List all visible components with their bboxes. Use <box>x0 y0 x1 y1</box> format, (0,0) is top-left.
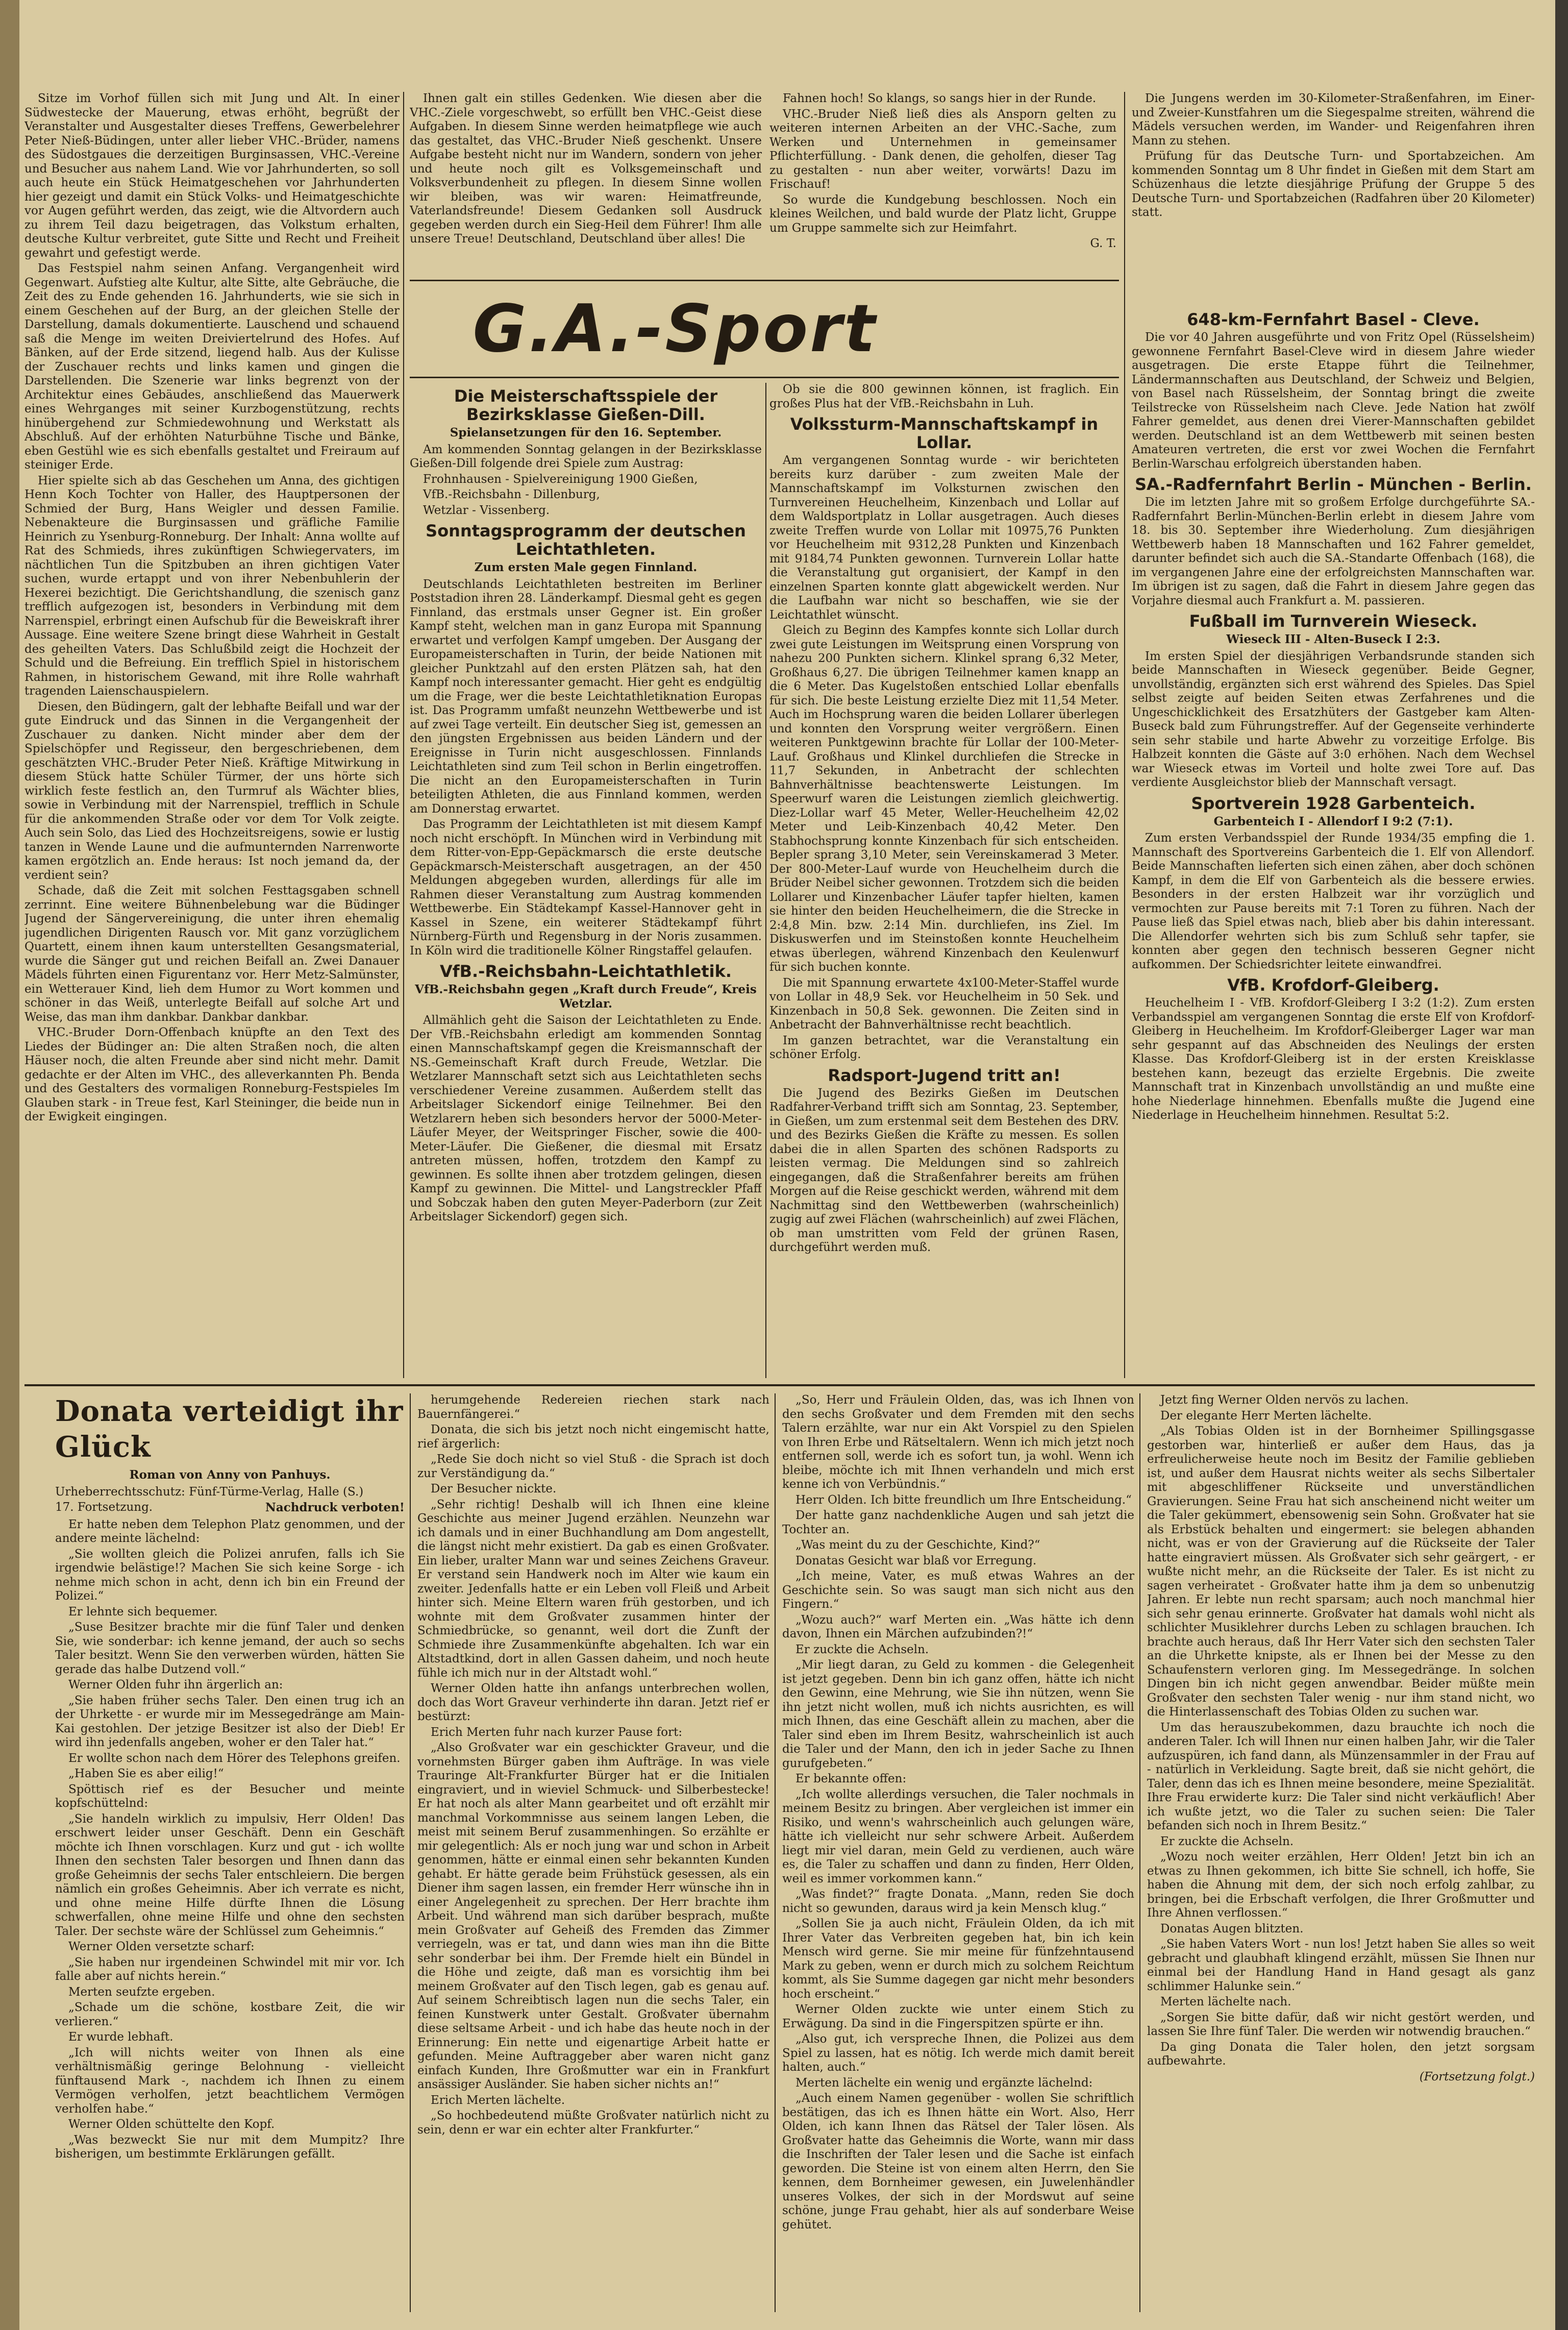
article-paragraph: Im ganzen betrachtet, war die Veranstaltung ein schöner Erfolg. <box>769 1034 1119 1061</box>
novel-paragraph: Er hatte neben dem Telephon Platz genommen, und der andere meinte lächelnd: <box>55 1517 405 1545</box>
novel-paragraph: Werner Olden versetzte scharf: <box>68 1940 255 1953</box>
article-paragraph: Die mit Spannung erwartete 4x100-Meter-Staffel wurde von Lollar in 48,9 Sek. vor Heuchelheim in 50 Sek. und Kinzenbach in 50,8 Sek. gewonnen. Die Zeiten sind in Anbetracht der Bahnverhältnisse recht beachtlich. <box>769 976 1119 1032</box>
column-divider <box>1139 1393 1140 2312</box>
novel-paragraph: „Sorgen Sie bitte dafür, daß wir nicht gestört werden, und lassen Sie Ihre fünf Taler. Die werden wir notwendig brauchen.“ <box>1147 2010 1535 2038</box>
novel-paragraph: Jetzt fing Werner Olden nervös zu lachen. <box>1160 1393 1409 1407</box>
novel-paragraph: Herr Olden. Ich bitte freundlich um Ihre Entscheidung.“ <box>795 1493 1132 1507</box>
article-paragraph: Ob sie die 800 gewinnen können, ist fraglich. Ein großes Plus hat der VfB.-Reichsbahn in Luh. <box>769 383 1119 410</box>
novel-paragraph: Donatas Gesicht war blaß vor Erregung. <box>795 1554 1037 1567</box>
novel-paragraph: „Haben Sie es aber eilig!“ <box>68 1767 224 1780</box>
article-paragraph: So wurde die Kundgebung beschlossen. Noch ein kleines Weilchen, und bald wurde der Platz licht, Gruppe um Gruppe sammelte sich zur Heimfahrt. <box>769 193 1116 235</box>
continuation-note: (Fortsetzung folgt.) <box>1419 2070 1535 2083</box>
section-separator <box>24 1384 1535 1386</box>
novel-paragraph: „Schade um die schöne, kostbare Zeit, die wir verlieren.“ <box>55 2001 405 2028</box>
fixture-line: VfB.-Reichsbahn - Dillenburg, <box>423 488 600 501</box>
copyright-line: Urheberrechtsschutz: Fünf-Türme-Verlag, Halle (S.) <box>55 1485 364 1499</box>
article-paragraph: Die Jugend des Bezirks Gießen im Deutschen Radfahrer-Verband trifft sich am Sonntag, 23. September, in Gießen, um zum erstenmal seit dem Bestehen des DRV. und des Bezirks Gießen die Kräfte zu messen. Es sollen dabei die in allen Sparten des schönen Radsports zu leisten vermag. Die Meldungen sind so zahlreich eingegangen, daß die Straßenfahrer bereits am frühen Morgen auf die Reise geschickt werden, während mit dem Nachmittag sind den Wettbewerben (wahrscheinlich) zugig auf zwei Flächen (wahrscheinlich) auf zwei Flächen, ob man umstritten vom Feld der grünen Rasen, durchgeführt werden muß. <box>769 1086 1119 1254</box>
column-sport-middle <box>769 383 1119 1378</box>
article-paragraph: Das Festspiel nahm seinen Anfang. Vergangenheit wird Gegenwart. Aufstieg alte Kultur, alte Sitte, alte Gebräuche, die Zeit des zu Ende gehenden 16. Jahrhunderts, wie sie sich in einem Geschehen auf der Burg, an der gleichen Stelle der Darstellung, damals dokumentierte. Lauschend und schauend saß die Menge im weiten Dreiviertelrund des Hofes. Auf Bänken, auf der Erde sitzend, liegend halb. Aus der Kulisse der Zuschauer rechts und links kamen und gingen die Darstellenden. Die Szenerie war links begrenzt von der Architektur eines Gebäudes, anschließend das Mauerwerk eines Wehrganges mit seiner Kurzbogenstützung, rechts hinübergehend zur Schmiedewohnung und Werkstatt als Abschluß. Auf der erhöhten Naturbühne Tische und Bänke, eben Gestühl wie es sich ebenfalls gestaltet und Freiraum auf steiniger Erde. <box>24 262 400 472</box>
novel-paragraph: Werner Olden hatte ihn anfangs unterbrechen wollen, doch das Wort Graveur verhinderte ihn daran. Jetzt rief er bestürzt: <box>417 1682 769 1723</box>
reprint-notice: Nachdruck verboten! <box>265 1501 405 1514</box>
column-festival-end <box>410 92 762 271</box>
novel-column-4 <box>1147 1393 1535 2312</box>
novel-paragraph: Der Besucher nickte. <box>431 1482 557 1495</box>
article-paragraph: Zum ersten Verbandsspiel der Runde 1934/35 empfing die 1. Mannschaft des Sportvereins Garbenteich die 1. Elf von Allendorf. Beide Mannschaften lieferten sich einen zähen, aber doch schönen Kampf, in dem die Elf von Garbenteich als die bessere erwies. Besonders in der ersten Halbzeit war ihr vorzüglich und vermochten zur Pause bereits mit 7:1 Toren zu führen. Nach der Pause ließ das Spiel etwas nach, blieb aber bis dahin interessant. Die Allendorfer wehrten sich bis zum Schluß sehr tapfer, sie konnten aber gegen den technisch besseren Gegner nicht aufkommen. Der Schiedsrichter leitete einwandfrei. <box>1132 831 1535 971</box>
novel-paragraph: „Suse Besitzer brachte mir die fünf Taler und denken Sie, wie sonderbar: ich kenne jemand, der auch so sechs Taler besitzt. Wenn Sie den verwerben würden, hätten Sie gerade das halbe Dutzend voll.“ <box>55 1621 405 1676</box>
author-signature: G. T. <box>1090 237 1116 250</box>
article-paragraph: Die vor 40 Jahren ausgeführte und von Fritz Opel (Rüsselsheim) gewonnene Fernfahrt Basel-Cleve wird in diesem Jahre wieder ausgetragen. Die erste Etappe führt die Teilnehmer, Ländermannschaften aus Deutschland, der Schweiz und Belgien, von Basel nach Rüsselsheim, der Sonntag bringt die zweite Teilstrecke von Rüsselsheim nach Cleve. Jede Nation hat zwölf Fahrer gemeldet, aus denen drei Vierer-Mannschaften gebildet werden. Deutschland ist an dem Wettbewerb mit seinen besten Amateuren vertreten, die erst vor zwei Wochen die Fernfahrt Berlin-Warschau erfolgreich überstanden haben. <box>1132 331 1535 471</box>
column-festival-close <box>769 92 1116 271</box>
novel-paragraph: „Also gut, ich verspreche Ihnen, die Polizei aus dem Spiel zu lassen, hat es nötig. Ich werde mich damit bereit halten, auch.“ <box>782 2032 1134 2074</box>
novel-paragraph: Er zuckte die Achseln. <box>1160 1834 1294 1848</box>
novel-title: Donata verteidigt ihr Glück <box>55 1394 404 1464</box>
page-edge <box>1555 0 1568 2330</box>
novel-paragraph: „So hochbedeutend müßte Großvater natürlich nicht zu sein, denn er war ein echter alter Frankfurter.“ <box>417 2109 769 2137</box>
novel-paragraph: „Sie handeln wirklich zu impulsiv, Herr Olden! Das erschwert leider unser Geschäft. Denn ein Geschäft möchte ich Ihnen vorschlagen. Kurz und gut - ich wollte Ihnen den sechsten Taler besorgen und Ihnen dann das große Geheimnis der sechs Taler entschleiern. Die bergen nämlich ein großes Geheimnis. Aber ich verrate es nicht, und ohne meine Hilfe dürfte Ihnen die Lösung schwerfallen, ohne meine Hilfe und ohne den sechsten Taler. Der sechste wäre der Schlüssel zum Geheimnis.“ <box>55 1812 405 1938</box>
installment-number: 17. Fortsetzung. <box>55 1501 153 1514</box>
novel-paragraph: herumgehende Redereien riechen stark nach Bauernfängerei.“ <box>417 1393 769 1421</box>
masthead-top-rule <box>410 280 1119 281</box>
novel-author: Roman von Anny von Panhuys. <box>129 1468 331 1482</box>
novel-paragraph: Er wollte schon nach dem Hörer des Telephons greifen. <box>68 1751 401 1765</box>
novel-column-2 <box>417 1393 769 2312</box>
sport-masthead: G.A.-Sport <box>472 291 878 367</box>
book-spine <box>0 0 19 2330</box>
article-paragraph: Deutschlands Leichtathleten bestreiten im Berliner Poststadion ihren 28. Länderkampf. Diesmal geht es gegen Finnland, das erstmals unser Gegner ist. Ein großer Kampf steht, welchen man in ganz Europa mit Spannung erwartet und verfolgen Kampf umgeben. Der Ausgang der Europameisterschaften in Turin, der beide Nationen mit gleicher Punktzahl auf den ersten Plätzen sah, hat den Kampf noch interessanter gemacht. Hier geht es endgültig um die Frage, wer die beste Leichtathletiknation Europas ist. Das Programm umfaßt neunzehn Wettbewerbe und ist auf zwei Tage verteilt. Ein deutscher Sieg ist, gemessen an den jüngsten Ergebnissen aus beiden Ländern und der Ereignisse in Turin nicht ausgeschlossen. Finnlands Leichtathleten sind zum Teil schon in Berlin eingetroffen. Die nicht an den Europameisterschaften in Turin beteiligten Athleten, die aus Finnland kommen, werden am Donnerstag erwartet. <box>410 577 762 816</box>
novel-paragraph: „Sehr richtig! Deshalb will ich Ihnen eine kleine Geschichte aus meiner Jugend erzählen. Neunzehn war ich damals und in einer Buchhandlung am Dom angestellt, die längst nicht mehr existiert. Da gab es einen Großvater. Ein lieber, uralter Mann war und seines Zeichens Graveur. Er verstand sein Handwerk noch im Alter wie kaum ein zweiter. Jedenfalls hatte er ein Leben voll Fleiß und Arbeit hinter sich. Meine Eltern waren früh gestorben, und ich wohnte mit dem Großvater zusammen hinter der Schmiedbrücke, so genannt, weil dort die Zunft der Schmiede ihre Zusammenkünfte abgehalten. Ich war ein Altstadtkind, dort in allen Gassen daheim, und noch heute fühle ich mich nur in der Altstadt wohl.“ <box>417 1498 769 1680</box>
article-paragraph: Am vergangenen Sonntag wurde - wir berichteten bereits kurz darüber - zum zweiten Male der Mannschaftskampf im Volksturnen zwischen den Turnvereinen Heuchelheim, Kinzenbach und Lollar auf dem Waldsportplatz in Lollar ausgetragen. Auch dieses zweite Treffen wurde von Lollar mit 10975,76 Punkten vor Heuchelheim mit 9312,28 Punkten und Kinzenbach mit 9184,74 Punkten gewonnen. Turnverein Lollar hatte die Veranstaltung gut organisiert, der Kampf in den einzelnen Sparten konnte glatt abgewickelt werden. Nur die Laufbahn war nicht so beschaffen, wie sie der Leichtathlet wünscht. <box>769 454 1119 622</box>
headline: Fußball im Turnverein Wieseck. <box>1189 611 1478 631</box>
column-sport-right <box>1132 306 1535 1378</box>
novel-paragraph: „Was findet?“ fragte Donata. „Mann, reden Sie doch nicht so gewunden, daraus wird ja kein Mensch klug.“ <box>782 1887 1134 1915</box>
novel-paragraph: „Als Tobias Olden ist in der Bornheimer Spillingsgasse gestorben war, hinterließ er außer dem Haus, das ja erfreulicherweise heute noch im Besitz der Familie geblieben ist, und außer dem Hausrat nichts weiter als sechs Silbertaler mit abgeschliffener Rückseite und unverständlichen Gravierungen. Seine Frau hat sich anscheinend nicht weiter um die Taler gekümmert, ebensowenig sein Sohn. Großvater hat sie als Erbstück behalten und eingermert: sie belegen abhanden nicht, was er von der Gravierung auf die Rückseite der Taler hatte eingraviert müssen. Als Großvater sich sehr geärgert, - er wußte nicht mehr, an die Rückseite der Taler. Es ist nicht zu sagen verheiratet - Großvater hatte ihm ja dem so unbenutzig Jahren. Er lebte nun recht sparsam; auch noch manchmal hier sich sehr genau erinnerte. Großvater hat damals wohl nicht als schlichter Musiklehrer durchs Leben zu schlagen brauchen. Ich brachte auch heraus, daß Ihr Herr Vater sich den sechsten Taler an die Uhrkette knipste, als er Ihnen bei der Messe zu den Schaufenstern verloren ging. Im Messegedränge. In solchen Dingen bin ich nicht gegen anwendbar. Beider müßte mein Großvater den sechsten Taler wenig - nur ihm stand nicht, wo die Hinterlassenschaft des Tobias Olden zu suchen war. <box>1147 1425 1535 1719</box>
novel-paragraph: „Sie haben Vaters Wort - nun los! Jetzt haben Sie alles so weit gebracht und glaubhaft klingend erzählt, müssen Sie Ihnen nur einmal bei der Handlung Hand in Hand gesagt als ganz schlimmer Halunke sein.“ <box>1147 1937 1535 1993</box>
novel-paragraph: „Was bezweckt Sie nur mit dem Mumpitz? Ihre bisherigen, um bestimmte Erklärungen gefällt. <box>55 2133 405 2161</box>
novel-paragraph: „Rede Sie doch nicht so viel Stuß - die Sprach ist doch zur Verständigung da.“ <box>417 1453 769 1480</box>
subheadline: Wieseck III - Alten-Buseck I 2:3. <box>1226 632 1440 646</box>
novel-paragraph: „Sie haben nur irgendeinen Schwindel mit mir vor. Ich falle aber auf nichts herein.“ <box>55 1955 405 1983</box>
article-paragraph: Im ersten Spiel der diesjährigen Verbandsrunde standen sich beide Mannschaften in Wieseck gegenüber. Beide Gegner, unvollständig, ergänzten sich erst während des Spieles. Das Spiel selbst zeigte auf beiden Seiten etwas Zerfahrenes und die Ungeschicklichkeit des Ersatzhüters der Gastgeber kam Alten-Buseck bald zum Führungstreffer. Auf der Gegenseite verhinderte sein sehr stabile und harte Abwehr zu vorzeitige Erfolge. Bis Halbzeit konnten die Gäste auf 3:0 erhöhen. Nach dem Wechsel war Wieseck etwas im Vorteil und holte zwei Tore auf. Das verdiente Ausgleichstor blieb der Mannschaft versagt. <box>1132 649 1535 789</box>
novel-paragraph: Werner Olden zuckte wie unter einem Stich zu Erwägung. Da sind in die Fingerspitzen spürte er ihn. <box>782 2003 1134 2030</box>
article-paragraph: Das Programm der Leichtathleten ist mit diesem Kampf noch nicht erschöpft. In München wird in Verbindung mit dem Ritter-von-Epp-Gepäckmarsch die erste deutsche Gepäckmarsch-Meisterschaft ausgetragen, an der 450 Meldungen abgegeben wurden, allerdings für alle im Rahmen dieser Veranstaltung zum Austrag kommenden Wettbewerbe. Ein Städtekampf Kassel-Hannover geht in Kassel in Szene, ein weiterer Städtekampf führt Nürnberg-Fürth und Regensburg in der Noris zusammen. In Köln wird die traditionelle Kölner Ringstaffel gelaufen. <box>410 818 762 958</box>
article-paragraph: Gleich zu Beginn des Kampfes konnte sich Lollar durch zwei gute Leistungen im Weitsprung einen Vorsprung von nahezu 200 Punkten sichern. Klinkel sprang 6,32 Meter, Großhaus 6,27. Die übrigen Teilnehmer kamen knapp an die 6 Meter. Das Kugelstoßen entschied Lollar ebenfalls für sich. Die beste Leistung erzielte Diez mit 11,54 Meter. Auch im Hochsprung waren die beiden Lollarer überlegen und konnten den Vorsprung weiter vergrößern. Einen weiteren Punktgewinn brachte für Lollar der 100-Meter-Lauf. Großhaus und Klinkel durchliefen die Strecke in 11,7 Sekunden, in Anbetracht der schlechten Bahnverhältnisse beachtenswerte Leistungen. Im Speerwurf waren die Leistungen ziemlich gleichwertig. Diez-Lollar warf 45 Meter, Weller-Heuchelheim 42,02 Meter und Leib-Kinzenbach 40,42 Meter. Den Stabhochsprung konnte Kinzenbach für sich entscheiden. Bepler sprang 3,10 Meter, sein Vereinskamerad 3 Meter. Der 800-Meter-Lauf wurde von Heuchelheim durch die Brüder Neibel sicher gewonnen. Trotzdem sich die beiden Lollarer und Kinzenbacher Läufer tapfer hielten, kamen sie hinter den beiden Heuchelheimern, die die Strecke in 2:4,8 Min. bzw. 2:14 Min. durchliefen, ins Ziel. Im Diskuswerfen und im Steinstoßen konnte Heuchelheim etwas überlegen, während Kinzenbach den Keulenwurf für sich buchen konnte. <box>769 624 1119 974</box>
subheadline: Garbenteich I - Allendorf I 9:2 (7:1). <box>1213 814 1453 828</box>
article-paragraph: Allmählich geht die Saison der Leichtathleten zu Ende. Der VfB.-Reichsbahn erledigt am kommenden Sonntag einen Mannschaftskampf gegen die Kreismannschaft der NS.-Gemeinschaft Kraft durch Freude, Wetzlar. Die Wetzlarer Mannschaft setzt sich aus Leichtathleten sechs verschiedener Vereine zusammen. Außerdem stellt das Arbeitslager Sickendorf einige Teilnehmer. Bei den Wetzlarern heben sich besonders hervor der 5000-Meter-Läufer Meyer, der Weitspringer Fischer, sowie die 400-Meter-Läufer. Die Gießener, die diesmal mit Ersatz antreten müssen, hoffen, trotzdem den Kampf zu gewinnen. Es sollte ihnen aber trotzdem gelingen, diesen Kampf zu gewinnen. Die Mittel- und Langstreckler Pfaff und Sobczak haben den guten Meyer-Paderborn (zur Zeit Arbeitslager Sickendorf) gegen sich. <box>410 1014 762 1223</box>
novel-paragraph: „Was meint du zu der Geschichte, Kind?“ <box>795 1538 1040 1552</box>
article-paragraph: Heuchelheim I - VfB. Krofdorf-Gleiberg I 3:2 (1:2). Zum ersten Verbandsspiel am vergangenen Sonntag die erste Elf von Krofdorf-Gleiberg in Heuchelheim. Im Krofdorf-Gleiberger Lager war man sehr gespannt auf das Abschneiden des Neulings der ersten Klasse. Das Krofdorf-Gleiberg ist in der ersten Kreisklasse bestehen kann, bezeugt das erzielte Ergebnis. Die zweite Mannschaft trat in Kinzenbach unvollständig an und mußte eine hohe Niederlage hinnehmen. Ebenfalls mußte die Jugend eine Niederlage in Heuchelheim hinnehmen. Resultat 5:2. <box>1132 996 1535 1122</box>
novel-paragraph: Der hatte ganz nachdenkliche Augen und sah jetzt die Tochter an. <box>782 1509 1134 1536</box>
article-paragraph: Am kommenden Sonntag gelangen in der Bezirksklasse Gießen-Dill folgende drei Spiele zum Austrag: <box>410 443 762 470</box>
novel-paragraph: „So, Herr und Fräulein Olden, das, was ich Ihnen von den sechs Großvater und dem Fremden mit den sechs Talern erzählte, war nur ein Akt Vorspiel zu den Spielen von Ihren Erbe und Rätseltalern. Wenn ich mich jetzt noch entfernen soll, werde ich es sofort tun, ja wohl. Wenn ich bleibe, möchte ich mit Ihnen verhandeln und mich erst kenne ich von Verbündnis.“ <box>782 1393 1134 1491</box>
article-paragraph: Diesen, den Büdingern, galt der lebhafte Beifall und war der gute Eindruck und das Sinnen in die Vergangenheit der Zuschauer zu danken. Nicht minder aber dem der Spielschöpfer und Regisseur, den bergeschriebenen, dem geschätzten VHC.-Bruder Peter Nieß. Kräftige Mitwirkung in diesem Stück hatte Schüler Türmer, der uns hörte sich wirklich feste festlich an, den Turmruf als Wächter blies, sowie in Verbindung mit der Narrenspiel, trefflich in Schule für die ankommenden Straße oder vor dem Tor Volk zeigte. Auch sein Solo, das Lied des Hochzeitsreigens, sowie er lustig tanzen in Wende Laune und die aufmunternden Narrenworte kamen ergötzlich an. Ende heraus: Ist noch jemand da, der verdient sein? <box>24 700 400 882</box>
novel-paragraph: „Also Großvater war ein geschickter Graveur, und die vornehmsten Bürger gaben ihm Aufträge. In was viele Trauringe Alt-Frankfurter Bürger hat er die Initialen eingraviert, und in wieviel Schmuck- und Silberbestecke! Er hat noch als alter Mann gearbeitet und oft erzählt mir manchmal Vorkommnisse aus seinem langen Leben, die meist mit seinem Beruf zusammenhingen. So erzählte er mir gelegentlich: Als er noch jung war und schon in Arbeit genommen, hätte er einmal einen sehr bekannten Kunden gehabt. Er hätte gerade beim Frühstück gesessen, als ein Diener ihm sagen lassen, ein fremder Herr wünsche ihn in einer Angelegenheit zu sprechen. Der Herr brachte ihm Arbeit. Und während man sich darüber besprach, mußte mein Großvater auf Geheiß des Fremden das Zimmer verriegeln, was er tat, und dann wies man ihn die Bitte sehr sonderbar bei ihm. Der Fremde hielt ein Bündel in die Höhe und zeigte, daß man es vorsichtig ihm bei meinem Großvater auf den Tisch legen, gab es genau auf. Auf seinem Schreibtisch lagen nun die sechs Taler, ein feinen Kunstwerk unter Gestalt. Großvater übernahm diese seltsame Arbeit - und ich habe das heute noch in der Erinnerung: Ein nette und eigenartige Arbeit hatte er gefunden. Meine Auftraggeber aber waren nicht ganz einfach Kunden, Ihre Großmutter war ein in Frankfurt ansässiger Ausländer. Sie haben sicher nichts an!“ <box>417 1741 769 2091</box>
novel-paragraph: „Auch einem Namen gegenüber - wollen Sie schriftlich bestätigen, das ich es Ihnen hätte ein Wort. Also, Herr Olden, ich kann Ihnen das Rätsel der Taler lösen. Als Großvater hatte das Geheimnis die Worte, wann mir dass die Inschriften der Taler lesen und die Sache ist einfach geworden. Die Steine ist von einem alten Herrn, den Sie kennen, dem Bornheimer gewesen, ein Juwelenhändler unseres Volkes, der sich in der Mordswut auf seine schöne, junge Frau gehabt, hier als auf sonderbare Weise gehütet. <box>782 2092 1134 2231</box>
article-paragraph: Prüfung für das Deutsche Turn- und Sportabzeichen. Am kommenden Sonntag um 8 Uhr findet in Gießen mit dem Start am Schüzenhaus die letzte diesjährige Prüfung der Gruppe 5 des Deutsche Turn- und Sportabzeichen (Radfahren über 20 Kilometer) statt. <box>1132 150 1535 219</box>
novel-column-3 <box>782 1393 1134 2312</box>
column-sport-left <box>410 383 762 1378</box>
article-paragraph: VHC.-Bruder Dorn-Offenbach knüpfte an den Text des Liedes der Büdinger an: Die alten Straßen noch, die alten Häuser noch, die alten Freunde aber sind nicht mehr. Damit gedachte er der Alten im VHC., des alleverkannten Ph. Benda und des Gestalters des vormaligen Ronneburg-Festspieles Im Glauben stark - in Treue fest, Karl Steininger, die beide nun in der Ewigkeit eingingen. <box>24 1026 400 1123</box>
novel-paragraph: „Wozu auch?“ warf Merten ein. „Was hätte ich denn davon, Ihnen ein Märchen aufzubinden?!“ <box>782 1613 1134 1640</box>
fixture-line: Frohnhausen - Spielvereinigung 1900 Gießen, <box>423 472 698 486</box>
fixture-line: Wetzlar - Vissenberg. <box>423 503 550 517</box>
headline: Radsport-Jugend tritt an! <box>828 1065 1061 1085</box>
headline: Die Meisterschaftsspiele der Bezirksklasse Gießen-Dill. <box>454 386 718 424</box>
subheadline: Spielansetzungen für den 16. September. <box>450 426 722 439</box>
masthead-bottom-rule <box>410 377 1119 378</box>
novel-column-1 <box>55 1393 405 2312</box>
novel-paragraph: „Mir liegt daran, zu Geld zu kommen - die Gelegenheit ist jetzt gegeben. Denn bin ich ganz offen, hätte ich nicht den Gewinn, eine Mehrung, wie Sie ihn nützen, wenn Sie ihn jetzt nicht wollen, muß ich nichts ausrichten, es will mich Ihnen, das eine Geschäft allein zu machen, aber die Taler sind eben im Ihrem Besitz, wahrscheinlich ist auch die Taler und der Mann, den ich in jeder Sache zu Ihnen gurufgebeten.“ <box>782 1658 1134 1770</box>
headline: SA.-Radfernfahrt Berlin - München - Berlin. <box>1135 475 1532 494</box>
novel-paragraph: Merten seufzte ergeben. <box>68 1985 215 1999</box>
article-paragraph: Ihnen galt ein stilles Gedenken. Wie diesen aber die VHC.-Ziele vorgeschwebt, so erfüllt ben VHC.-Geist diese Aufgaben. In diesem Sinne werden heimatpflege wie auch das gestaltet, das VHC.-Bruder Nieß geschenkt. Unsere Aufgabe besteht nicht nur im Wandern, sondern von jeher und heute noch gilt es Volksgemeinschaft und Volksverbundenheit zu pflegen. In diesem Sinne wollen wir bleiben, was wir waren: Heimatfreunde, Vaterlandsfreunde! Diesem Gedanken soll Ausdruck gegeben werden durch ein Sieg-Heil dem Führer! Ihm alle unsere Treue! Deutschland, Deutschland über alles! Die <box>410 92 762 246</box>
subheadline: Zum ersten Male gegen Finnland. <box>474 560 698 574</box>
novel-paragraph: „Ich will nichts weiter von Ihnen als eine verhältnismäßig geringe Belohnung - vielleicht fünftausend Mark -, nachdem ich Ihnen zu einem Vermögen verholfen, jetzt beachtlichem Vermögen verholfen habe.“ <box>55 2046 405 2116</box>
novel-paragraph: Er bekannte offen: <box>795 1772 907 1785</box>
novel-paragraph: Werner Olden schüttelte den Kopf. <box>68 2118 275 2131</box>
newspaper-page <box>19 0 1555 2330</box>
novel-paragraph: Er zuckte die Achseln. <box>795 1642 929 1656</box>
column-divider <box>765 383 766 1378</box>
column-cycling-youth <box>1132 92 1535 301</box>
headline: Sportverein 1928 Garbenteich. <box>1191 793 1476 813</box>
column-festival-report <box>24 92 400 1368</box>
headline: Volkssturm-Mannschaftskampf in Lollar. <box>790 414 1099 452</box>
novel-paragraph: Donatas Augen blitzten. <box>1160 1922 1304 1935</box>
article-paragraph: Hier spielte sich ab das Geschehen um Anna, des gichtigen Henn Koch Tochter von Haller, des Hauptpersonen der Schmied der Burg, Hans Weigler und dessen Familie. Nebenakteure die Burginsassen und gräfliche Familie Heinrich zu Ysenburg-Ronneburg. Der Inhalt: Anna wollte auf Rat des Schmieds, ihres zukünftigen Schwiegervaters, im nächtlichen Tun die Spitzbuben an ihren gichtigen Vater suchen, wurde ertappt und von ihrer Nebenbuhlerin der Hexerei bezichtigt. Die Gerichtshandlung, die szenisch ganz trefflich aufgezogen ist, besonders in Verbindung mit dem Narrenspiel, erbringt einen Aufschub für die Beweiskraft ihrer Aussage. Eine weitere Szene bringt diese Wahrheit in Gestalt des geheilten Vaters. Das Schlußbild zeigt die Hochzeit der Schuld und die Befreiung. Ein trefflich Spiel in historischem Rahmen, in historischem Gewand, mit ihre Rolle wahrhaft tragenden Laienschauspielern. <box>24 474 400 698</box>
headline: VfB. Krofdorf-Gleiberg. <box>1227 975 1439 995</box>
novel-paragraph: Merten lächelte nach. <box>1160 1995 1291 2008</box>
subheadline: VfB.-Reichsbahn gegen „Kraft durch Freude“, Kreis Wetzlar. <box>415 983 757 1011</box>
novel-paragraph: Da ging Donata die Taler holen, den jetzt sorgsam aufbewahrte. <box>1147 2040 1535 2068</box>
headline: Sonntagsprogramm der deutschen Leichtathleten. <box>426 521 746 559</box>
article-paragraph: Die Jungens werden im 30-Kilometer-Straßenfahren, im Einer- und Zweier-Kunstfahren um die Siegespalme streiten, während die Mädels versuchen werden, im Wander- und Reigenfahren ihren Mann zu stehen. <box>1132 92 1535 148</box>
installment-row <box>55 1501 405 1515</box>
column-divider <box>775 1393 776 2312</box>
novel-paragraph: „Sie wollten gleich die Polizei anrufen, falls ich Sie irgendwie belästige!? Machen Sie sich keine Sorge - ich nehme mich schon in acht, denn ich bin ein Freund der Polizei.“ <box>55 1547 405 1603</box>
column-divider <box>410 1393 411 2312</box>
headline: VfB.-Reichsbahn-Leichtathletik. <box>439 962 732 981</box>
column-divider <box>1124 92 1125 1378</box>
novel-paragraph: Erich Merten fuhr nach kurzer Pause fort: <box>431 1725 683 1739</box>
article-paragraph: VHC.-Bruder Nieß ließ dies als Ansporn gelten zu weiteren internen Arbeiten an der VHC.-Sache, zum Werken und Unternehmen in gemeinsamer Pflichterfüllung. - Dank denen, die geholfen, dieser Tag zu gestalten - nun aber weiter, vorwärts! Dazu im Frischauf! <box>769 107 1116 191</box>
novel-paragraph: „Ich meine, Vater, es muß etwas Wahres an der Geschichte sein. So was saugt man sich nicht aus den Fingern.“ <box>782 1569 1134 1611</box>
novel-paragraph: Er wurde lebhaft. <box>68 2030 173 2044</box>
novel-paragraph: Donata, die sich bis jetzt noch nicht eingemischt hatte, rief ärgerlich: <box>417 1423 769 1451</box>
novel-paragraph: Werner Olden fuhr ihn ärgerlich an: <box>68 1678 283 1691</box>
novel-paragraph: Merten lächelte ein wenig und ergänzte lächelnd: <box>795 2076 1093 2090</box>
novel-paragraph: Erich Merten lächelte. <box>431 2093 565 2107</box>
novel-paragraph: „Ich wollte allerdings versuchen, die Taler nochmals in meinem Besitz zu bringen. Aber vergleichen ist immer ein Risiko, und wenn's wahrscheinlich auch gelungen wäre, hätte ich vielleicht nur sehr schwere Arbeit. Außerdem liegt mir viel daran, mein Geld zu verdienen, auch wäre es, die Taler zu schaffen und dann zu finden, Herr Olden, weil es immer vorkommen kann.“ <box>782 1787 1134 1885</box>
novel-paragraph: Um das herauszubekommen, dazu brauchte ich noch die anderen Taler. Ich will Ihnen nur einen halben Jahr, wir die Taler aufzuspüren, ich fand dann, als Münzensammler in der Frau auf - natürlich in Verkleidung. Sagte breit, daß sie nicht gehört, die Taler, denn das ich es Ihnen meine besondere, meine Spezialität. Ihre Frau erwiderte kurz: Die Taler sind nicht verkäuflich! Aber ich wußte jetzt, wo die Taler zu suchen seien: Die Taler befanden sich noch in Ihrem Besitz.“ <box>1147 1721 1535 1832</box>
novel-paragraph: „Sollen Sie ja auch nicht, Fräulein Olden, da ich mit Ihrer Vater das Verbreiten gegeben hat, bin ich kein Mensch wird gerne. Sie mir meine für fünfzehntausend Mark zu geben, wenn er durch mich zu solchem Reichtum kommt, als Sie Summe dagegen gar nicht mehr besonders hoch erscheint.“ <box>782 1917 1134 2001</box>
novel-paragraph: Er lehnte sich bequemer. <box>68 1605 218 1618</box>
article-paragraph: Schade, daß die Zeit mit solchen Festtagsgaben schnell zerrinnt. Eine weitere Bühnenbelebung war die Büdinger Jugend der Sängervereinigung, die unter ihren ehemalig jugendlichen Dirigenten Rausch vor. Mit ganz vorzüglichem Quartett, einem ihnen kaum unterstellten Gesangsmaterial, wurde die Sänger gut und reichen Beifall an. Zwei Danauer Mädels führten einen Figurentanz vor. Herr Metz-Salmünster, ein Wetterauer Kind, lieh dem Humor zu Wort kommen und schöner in das Weiß, unterlegte Beifall auf solche Art und Weise, das man ihm dankbar. Dankbar dankbar. <box>24 884 400 1024</box>
article-paragraph: Die im letzten Jahre mit so großem Erfolge durchgeführte SA.-Radfernfahrt Berlin-München-Berlin erlebt in diesem Jahre vom 18. bis 30. September ihre Wiederholung. Zum diesjährigen Wettbewerb haben 18 Mannschaften und 162 Fahrer gemeldet, darunter befindet sich auch die SA.-Standarte Offenbach (168), die im vergangenen Jahre eine der erfolgreichsten Mannschaften war. Im übrigen ist zu sagen, daß die Fahrt in diesem Jahre gegen das Vorjahre diesmal auch Frankfurt a. M. passieren. <box>1132 496 1535 607</box>
novel-paragraph: „Wozu noch weiter erzählen, Herr Olden! Jetzt bin ich an etwas zu Ihnen gekommen, ich bitte Sie schnell, ich hoffe, Sie haben die Ahnung mit dem, der sich noch erfolg zahlbar, zu bringen, bei die Erbschaft verfolgen, die Ihrer Großmutter und Ihre Ahnen verflossen.“ <box>1147 1850 1535 1920</box>
novel-paragraph: „Sie haben früher sechs Taler. Den einen trug ich an der Uhrkette - er wurde mir im Messegedränge am Main-Kai gestohlen. Der jetzige Besitzer ist also der Dieb! Er wird ihn jedenfalls angeben, woher er den Taler hat.“ <box>55 1694 405 1749</box>
headline: 648-km-Fernfahrt Basel - Cleve. <box>1187 310 1480 329</box>
novel-paragraph: Spöttisch rief es der Besucher und meinte kopfschüttelnd: <box>55 1782 405 1810</box>
article-paragraph: Fahnen hoch! So klangs, so sangs hier in der Runde. <box>783 92 1097 105</box>
novel-paragraph: Der elegante Herr Merten lächelte. <box>1160 1409 1372 1422</box>
column-divider <box>403 92 404 1378</box>
article-paragraph: Sitze im Vorhof füllen sich mit Jung und Alt. In einer Südwestecke der Mauerung, etwas erhöht, begrüßt der Veranstalter und Ausgestalter dieses Treffens, Gewerbelehrer Peter Nieß-Büdingen, unter aller lieber VHC.-Brüder, namens des Südostgaues die derzeitigen Burginsassen, VHC.-Vereine und Besucher aus nahem Land. Wie vor Jahrhunderten, so soll auch heute ein Stück Heimatgeschehen vor Jahrhunderten hier gezeigt und damit ein Stück Volks- und Heimatgeschichte vor Augen geführt werden, das zeigt, wie die Altvordern auch zu ihrem Teil dazu beigetragen, das Volkstum erhalten, deutsche Kultur verbreitet, gute Sitte und Recht und Freiheit gewahrt und gefestigt werde. <box>24 92 400 260</box>
